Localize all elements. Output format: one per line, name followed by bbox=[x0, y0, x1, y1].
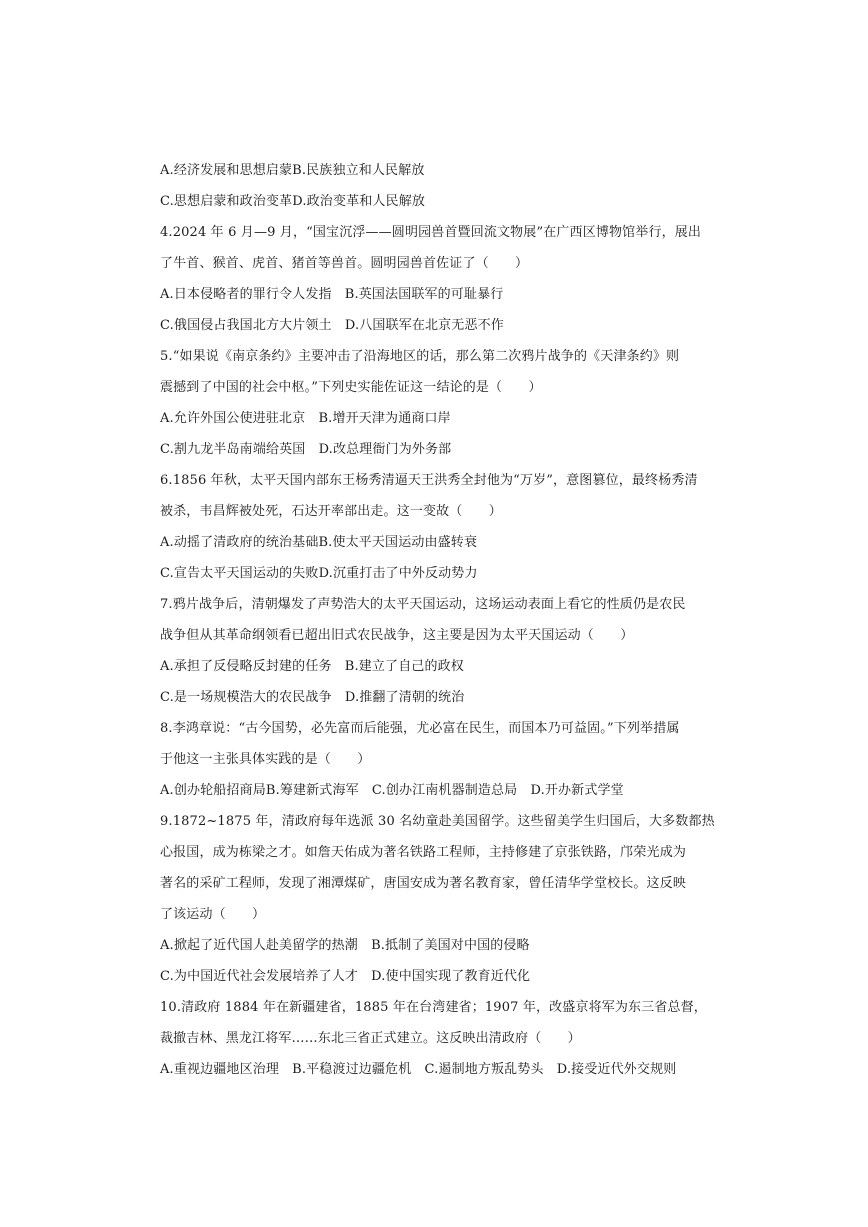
option-line-q3-ab: A.经济发展和思想启蒙B.民族独立和人民解放 bbox=[160, 163, 425, 178]
question-10-stem-line-1: 10.清政府 1884 年在新疆建省，1885 年在台湾建省；1907 年，改盛京将军为东三省总督， bbox=[160, 1000, 707, 1015]
option-line-q8-abcd: A.创办轮船招商局B.筹建新式海军 C.创办江南机器制造总局 D.开办新式学堂 bbox=[160, 783, 624, 798]
option-line-q10-abcd: A.重视边疆地区治理 B.平稳渡过边疆危机 C.遏制地方叛乱势头 D.接受近代外交规则 bbox=[160, 1062, 677, 1077]
option-line-q7-ab: A.承担了反侵略反封建的任务 B.建立了自己的政权 bbox=[160, 659, 464, 674]
question-9-stem-line-3: 著名的采矿工程师，发现了湘潭煤矿，唐国安成为著名教育家，曾任清华学堂校长。这反映 bbox=[160, 876, 687, 891]
question-6-stem-line-1: 6.1856 年秋，太平天国内部东王杨秀清逼天王洪秀全封他为“万岁”，意图篡位，最终杨秀清 bbox=[160, 473, 698, 488]
question-8-stem-line-1: 8.李鸿章说：“古今国势，必先富而后能强，尤必富在民生，而国本乃可益固。”下列举措属 bbox=[160, 721, 680, 736]
question-5-stem-line-1: 5.“如果说《南京条约》主要冲击了沿海地区的话，那么第二次鸦片战争的《天津条约》则 bbox=[160, 349, 680, 364]
question-7-stem-line-1: 7.鸦片战争后，清朝爆发了声势浩大的太平天国运动，这场运动表面上看它的性质仍是农民 bbox=[160, 597, 686, 612]
question-7-stem-line-2: 战争但从其革命纲领看已超出旧式农民战争，这主要是因为太平天国运动（ ） bbox=[160, 628, 634, 643]
option-line-q6-ab: A.动摇了清政府的统治基础B.使太平天国运动由盛转衰 bbox=[160, 535, 478, 550]
option-line-q6-cd: C.宣告太平天国运动的失败D.沉重打击了中外反动势力 bbox=[160, 566, 478, 581]
option-line-q5-ab: A.允许外国公使进驻北京 B.增开天津为通商口岸 bbox=[160, 411, 451, 426]
option-line-q3-cd: C.思想启蒙和政治变革D.政治变革和人民解放 bbox=[160, 194, 426, 209]
question-9-stem-line-2: 心报国，成为栋梁之才。如詹天佑成为著名铁路工程师，主持修建了京张铁路，邝荣光成为 bbox=[160, 845, 687, 860]
option-line-q9-ab: A.掀起了近代国人赴美留学的热潮 B.抵制了美国对中国的侵略 bbox=[160, 938, 530, 953]
option-line-q9-cd: C.为中国近代社会发展培养了人才 D.使中国实现了教育近代化 bbox=[160, 969, 531, 984]
option-line-q4-ab: A.日本侵略者的罪行令人发指 B.英国法国联军的可耻暴行 bbox=[160, 287, 504, 302]
question-9-stem-line-4: 了该运动（ ） bbox=[160, 907, 266, 922]
question-6-stem-line-2: 被杀，韦昌辉被处死，石达开率部出走。这一变故（ ） bbox=[160, 504, 502, 519]
option-line-q4-cd: C.俄国侵占我国北方大片领土 D.八国联军在北京无恶不作 bbox=[160, 318, 504, 333]
question-8-stem-line-2: 于他这一主张具体实践的是（ ） bbox=[160, 752, 371, 767]
question-9-stem-line-1: 9.1872~1875 年，清政府每年选派 30 名幼童赴美国留学。这些留美学生归国后，大多数都热 bbox=[160, 814, 715, 829]
question-4-stem-line-1: 4.2024 年 6 月—9 月，“国宝沉浮——圆明园兽首暨回流文物展”在广西区博物馆举行，展出 bbox=[160, 225, 702, 240]
question-4-stem-line-2: 了牛首、猴首、虎首、猪首等兽首。圆明园兽首佐证了（ ） bbox=[160, 256, 529, 271]
question-5-stem-line-2: 震撼到了中国的社会中枢。”下列史实能佐证这一结论的是（ ） bbox=[160, 380, 542, 395]
option-line-q7-cd: C.是一场规模浩大的农民战争 D.推翻了清朝的统治 bbox=[160, 690, 465, 705]
question-10-stem-line-2: 裁撤吉林、黑龙江将军……东北三省正式建立。这反映出清政府（ ） bbox=[160, 1031, 581, 1046]
question-text-block bbox=[160, 155, 716, 1085]
option-line-q5-cd: C.割九龙半岛南端给英国 D.改总理衙门为外务部 bbox=[160, 442, 452, 457]
